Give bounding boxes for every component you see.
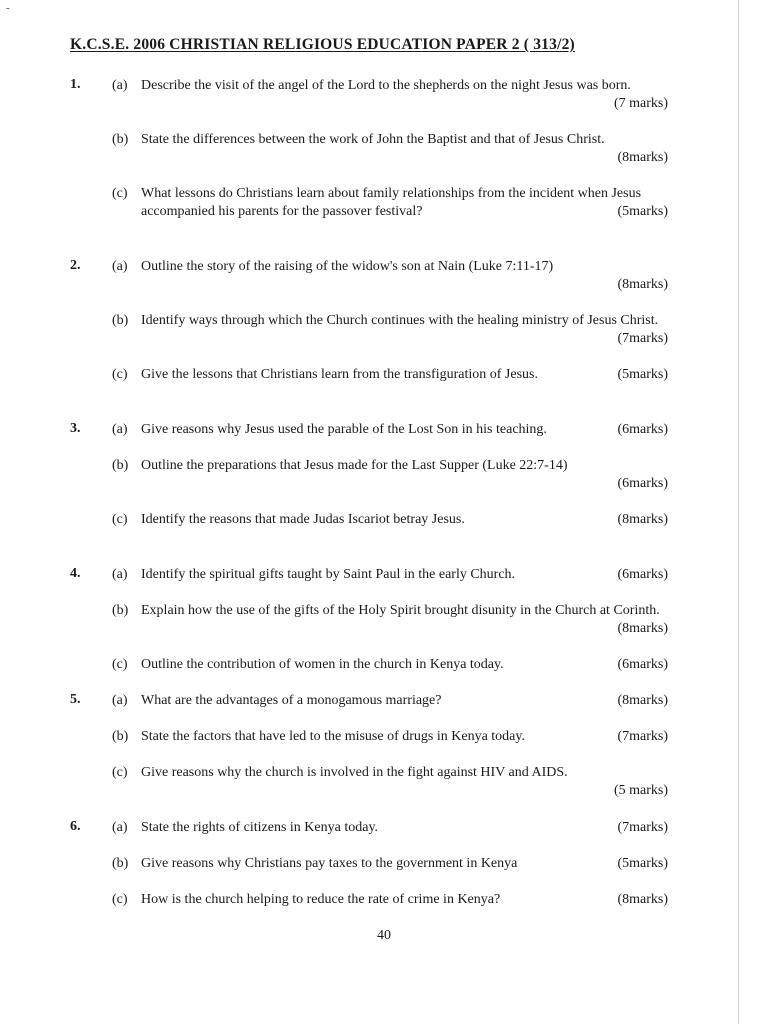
- part-text: Give reasons why Jesus used the parable of the Lost Son in his teaching.: [141, 422, 547, 437]
- part-marks: (7 marks): [613, 96, 668, 111]
- part-marks: (6marks): [617, 422, 668, 437]
- part-marks: (7marks): [617, 729, 668, 744]
- part-text: State the factors that have led to the misuse of drugs in Kenya today.: [141, 729, 525, 744]
- page-number: 40: [377, 928, 391, 943]
- part-text: Give reasons why Christians pay taxes to the government in Kenya: [141, 856, 518, 871]
- part-letter: (b): [112, 856, 129, 871]
- part-marks: (6marks): [617, 657, 668, 672]
- part-letter: (b): [112, 313, 129, 328]
- part-marks: (5marks): [617, 204, 668, 219]
- part-letter: (b): [112, 458, 129, 473]
- part-text: Identify the spiritual gifts taught by Saint Paul in the early Church.: [141, 567, 516, 582]
- part-letter: (c): [112, 186, 128, 201]
- part-letter: (a): [112, 78, 128, 93]
- part-marks: (5marks): [617, 367, 668, 382]
- question-number: 5.: [70, 692, 81, 707]
- part-marks: (5 marks): [613, 783, 668, 798]
- part-marks: (6marks): [617, 476, 668, 491]
- part-letter: (a): [112, 567, 128, 582]
- question-number: 2.: [70, 258, 81, 273]
- part-text: Outline the preparations that Jesus made for the Last Supper (Luke 22:7-14): [141, 458, 568, 473]
- question-number: 1.: [70, 77, 81, 92]
- part-letter: (c): [112, 367, 128, 382]
- part-text: Give the lessons that Christians learn from the transfiguration of Jesus.: [141, 367, 538, 382]
- part-letter: (a): [112, 259, 128, 274]
- part-text: Identify ways through which the Church continues with the healing ministry of Jesus Christ.: [141, 313, 659, 328]
- part-text: Describe the visit of the angel of the Lord to the shepherds on the night Jesus was born.: [141, 78, 631, 93]
- part-letter: (b): [112, 729, 129, 744]
- part-marks: (8marks): [617, 277, 668, 292]
- part-text: State the rights of citizens in Kenya today.: [141, 820, 379, 835]
- part-marks: (6marks): [617, 567, 668, 582]
- part-letter: (a): [112, 693, 128, 708]
- part-text: What are the advantages of a monogamous marriage?: [141, 693, 442, 708]
- part-text: Give reasons why the church is involved in the fight against HIV and AIDS.: [141, 765, 568, 780]
- question-number: 6.: [70, 819, 81, 834]
- page-title: K.C.S.E. 2006 CHRISTIAN RELIGIOUS EDUCATION PAPER 2 ( 313/2): [70, 36, 575, 53]
- scan-edge-line: [738, 0, 739, 1024]
- part-letter: (c): [112, 892, 128, 907]
- part-text: What lessons do Christians learn about family relationships from the incident when Jesus accompanied his parents for the passover festival?: [141, 186, 642, 219]
- part-marks: (7marks): [617, 820, 668, 835]
- part-text: How is the church helping to reduce the rate of crime in Kenya?: [141, 892, 501, 907]
- question-number: 3.: [70, 421, 81, 436]
- part-letter: (a): [112, 820, 128, 835]
- part-marks: (8marks): [617, 892, 668, 907]
- part-marks: (5marks): [617, 856, 668, 871]
- corner-mark: -: [6, 2, 10, 14]
- part-letter: (b): [112, 132, 129, 147]
- part-marks: (8marks): [617, 621, 668, 636]
- part-text: Identify the reasons that made Judas Iscariot betray Jesus.: [141, 512, 465, 527]
- part-letter: (c): [112, 765, 128, 780]
- part-letter: (a): [112, 422, 128, 437]
- part-marks: (7marks): [617, 331, 668, 346]
- question-number: 4.: [70, 566, 81, 581]
- part-text: Explain how the use of the gifts of the Holy Spirit brought disunity in the Church at Corinth.: [141, 603, 660, 618]
- part-text: Outline the contribution of women in the church in Kenya today.: [141, 657, 504, 672]
- part-letter: (b): [112, 603, 129, 618]
- part-marks: (8marks): [617, 693, 668, 708]
- part-letter: (c): [112, 512, 128, 527]
- part-letter: (c): [112, 657, 128, 672]
- part-text: Outline the story of the raising of the widow's son at Nain (Luke 7:11-17): [141, 259, 554, 274]
- part-marks: (8marks): [617, 512, 668, 527]
- part-marks: (8marks): [617, 150, 668, 165]
- part-text: State the differences between the work of John the Baptist and that of Jesus Christ.: [141, 132, 605, 147]
